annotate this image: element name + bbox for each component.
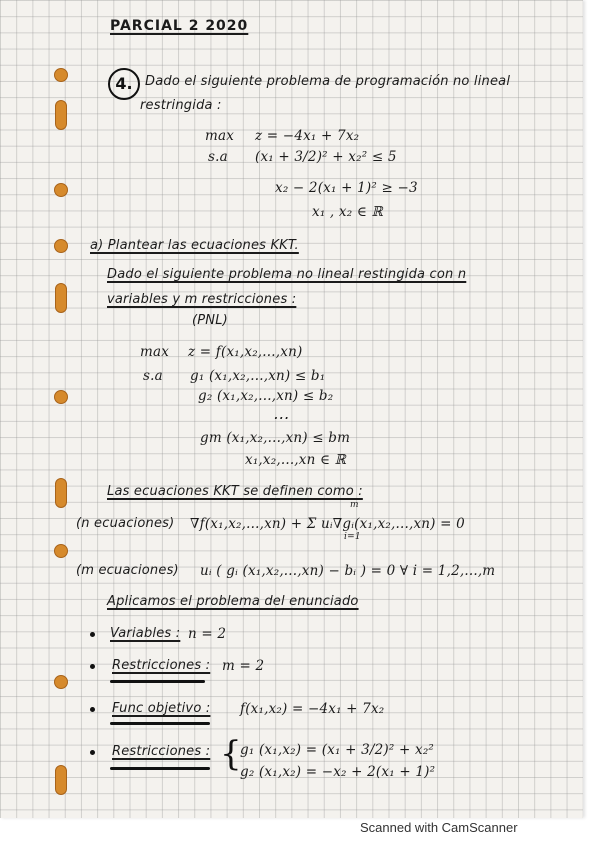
binder-hole — [54, 675, 68, 689]
general-gm: gm (x₁,x₂,...,xn) ≤ bm — [200, 430, 351, 446]
constraint-3: x₁ , x₂ ∈ ℝ — [312, 204, 383, 220]
problem-number: 4. — [108, 68, 140, 100]
underline-bar — [110, 722, 210, 725]
kkt-equation-2: uᵢ ( gᵢ (x₁,x₂,...,xn) − bᵢ ) = 0 ∀ i = 1,2,...,m — [200, 563, 496, 579]
part-a-heading: a) Plantear las ecuaciones KKT. — [90, 238, 299, 253]
kkt-intro: Las ecuaciones KKT se definen como : — [107, 484, 363, 499]
restrictions-count-value: m = 2 — [222, 658, 265, 674]
sum-lower-limit: i=1 — [344, 532, 361, 542]
general-dots: ⋯ — [272, 408, 289, 427]
objective-label: max — [205, 128, 235, 144]
sum-upper-limit: m — [350, 500, 359, 510]
pnl-label: (PNL) — [192, 313, 228, 328]
general-max-label: max — [140, 344, 170, 360]
general-g1: g₁ (x₁,x₂,...,xn) ≤ b₁ — [190, 368, 326, 384]
eq1-label: (n ecuaciones) — [76, 516, 175, 531]
binder-hole — [54, 239, 68, 253]
bullet — [90, 750, 95, 755]
underline-bar — [110, 767, 210, 770]
variables-value: n = 2 — [188, 626, 227, 642]
pnl-intro-line2: variables y m restricciones : — [107, 292, 297, 307]
restriction-g2: g₂ (x₁,x₂) = −x₂ + 2(x₁ + 1)² — [240, 764, 436, 780]
kkt-equation-1: ∇f(x₁,x₂,...,xn) + Σ uᵢ∇gᵢ(x₁,x₂,...,xn) = 0 — [190, 516, 465, 532]
bullet — [90, 664, 95, 669]
general-g2: g₂ (x₁,x₂,...,xn) ≤ b₂ — [198, 388, 334, 404]
binder-hole — [55, 765, 67, 795]
pnl-intro-line1: Dado el siguiente problema no lineal restingida con n — [107, 267, 467, 282]
page-title: PARCIAL 2 2020 — [110, 18, 249, 34]
restriction-g1: g₁ (x₁,x₂) = (x₁ + 3/2)² + x₂² — [240, 742, 435, 758]
binder-hole — [54, 544, 68, 558]
objective-expr: z = −4x₁ + 7x₂ — [255, 128, 360, 144]
left-brace: { — [220, 734, 242, 774]
constraint-1: (x₁ + 3/2)² + x₂² ≤ 5 — [255, 149, 397, 165]
objective-function-label: Func objetivo : — [112, 701, 211, 716]
apply-heading: Aplicamos el problema del enunciado — [107, 594, 359, 609]
subject-to-label: s.a — [208, 149, 228, 165]
problem-intro-line1: Dado el siguiente problema de programación no lineal — [145, 74, 511, 89]
restrictions-label: Restricciones : — [112, 744, 211, 759]
restrictions-count-label: Restricciones : — [112, 658, 211, 673]
eq2-label: (m ecuaciones) — [76, 563, 179, 578]
scanner-watermark: Scanned with CamScanner — [360, 820, 518, 835]
problem-intro-line2: restringida : — [140, 98, 222, 113]
bullet — [90, 632, 95, 637]
binder-hole — [55, 100, 67, 130]
bullet — [90, 707, 95, 712]
variables-label: Variables : — [110, 626, 181, 641]
general-max-expr: z = f(x₁,x₂,...,xn) — [188, 344, 303, 360]
binder-hole — [54, 68, 68, 82]
general-sa-label: s.a — [143, 368, 163, 384]
binder-hole — [55, 478, 67, 508]
general-domain: x₁,x₂,...,xn ∈ ℝ — [245, 452, 347, 468]
constraint-2: x₂ − 2(x₁ + 1)² ≥ −3 — [275, 180, 418, 196]
binder-hole — [54, 183, 68, 197]
objective-function-value: f(x₁,x₂) = −4x₁ + 7x₂ — [240, 701, 385, 717]
binder-hole — [54, 390, 68, 404]
underline-bar — [110, 680, 205, 683]
binder-hole — [55, 283, 67, 313]
